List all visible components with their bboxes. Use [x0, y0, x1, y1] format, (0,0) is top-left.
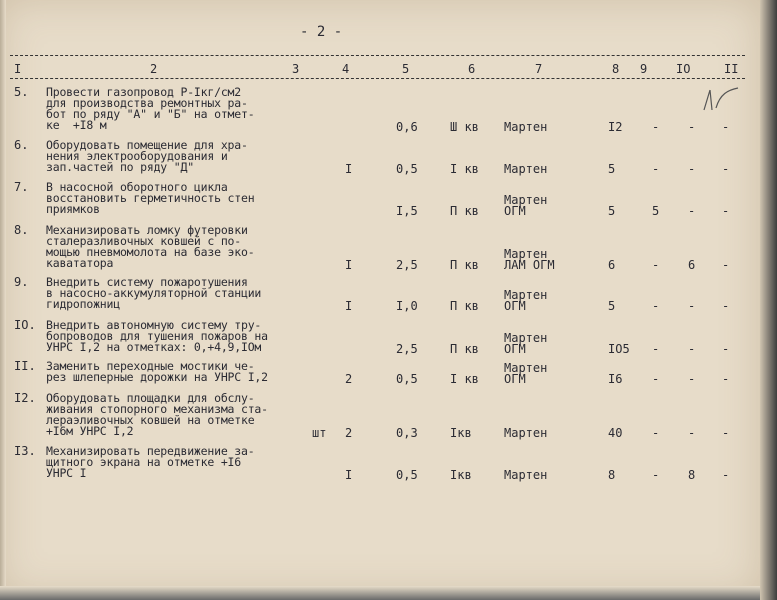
row-description-line: Механизировать передвижение за- — [46, 444, 255, 458]
row-description-line: УНРС I,2 на отметках: 0,+4,9,IOм — [46, 340, 262, 354]
cell-c11: - — [722, 342, 730, 356]
row-description-line: в насосно-аккумуляторной станции — [46, 286, 262, 300]
cell-c11: - — [722, 299, 730, 313]
cell-c6: Ш кв — [450, 120, 479, 134]
row-description-line: для производства ремонтных ра- — [46, 96, 248, 110]
cell-executor: Мартен — [504, 288, 548, 302]
cell-executor: Мартен — [504, 162, 548, 176]
row-description-line: рез шлеперные дорожки на УНРС I,2 — [46, 370, 268, 384]
row-description-line: нения электрооборудования и — [46, 149, 228, 163]
column-header-5: 5 — [402, 62, 410, 76]
cell-c8: 5 — [608, 299, 616, 313]
cell-c9: - — [652, 342, 660, 356]
cell-c11: - — [722, 372, 730, 386]
cell-c9: - — [652, 372, 660, 386]
row-description-line: ке +I8 м — [46, 118, 107, 132]
cell-c10: - — [688, 342, 696, 356]
cell-c10: - — [688, 204, 696, 218]
header-top-rule — [10, 55, 745, 56]
row-description-line: гидропожниц — [46, 297, 120, 311]
page-fold-shadow — [0, 0, 6, 596]
cell-c9: - — [652, 426, 660, 440]
cell-c10: - — [688, 426, 696, 440]
row-number: 7. — [14, 180, 29, 194]
row-description-line: УНРС I — [46, 466, 87, 480]
cell-c10: 8 — [688, 468, 696, 482]
row-description-line: Механизировать ломку футеровки — [46, 223, 248, 237]
row-description-line: Заменить переходные мостики че- — [46, 359, 255, 373]
row-description-line: щитного экрана на отметке +I6 — [46, 455, 241, 469]
cell-c5: 0,6 — [396, 120, 418, 134]
column-header-2: 2 — [150, 62, 158, 76]
cell-c8: 40 — [608, 426, 623, 440]
cell-c10: - — [688, 299, 696, 313]
cell-c6: П кв — [450, 204, 479, 218]
cell-executor: ОГМ — [504, 204, 526, 218]
row-description-line: В насосной оборотного цикла — [46, 180, 228, 194]
column-header-11: II — [724, 62, 739, 76]
cell-c3: шт — [312, 426, 327, 440]
cell-c5: 0,5 — [396, 162, 418, 176]
cell-c5: 0,5 — [396, 372, 418, 386]
row-number: II. — [14, 359, 36, 373]
column-header-3: 3 — [292, 62, 300, 76]
cell-c8: 5 — [608, 162, 616, 176]
row-description-line: сталеразливочных ковшей с по- — [46, 234, 241, 248]
cell-c10: 6 — [688, 258, 696, 272]
cell-c11: - — [722, 426, 730, 440]
cell-c8: IO5 — [608, 342, 630, 356]
row-number: 5. — [14, 85, 29, 99]
cell-c9: - — [652, 258, 660, 272]
cell-c9: 5 — [652, 204, 660, 218]
column-header-6: 6 — [468, 62, 476, 76]
cell-c11: - — [722, 162, 730, 176]
cell-executor: Мартен — [504, 468, 548, 482]
cell-c9: - — [652, 120, 660, 134]
row-description-line: зап.частей по ряду "Д" — [46, 160, 194, 174]
cell-c5: I,5 — [396, 204, 418, 218]
page-bottom-edge — [0, 586, 760, 600]
cell-c10: - — [688, 120, 696, 134]
cell-c4: I — [345, 258, 353, 272]
cell-c5: 0,5 — [396, 468, 418, 482]
row-description-line: Провести газопровод Р-Iкг/см2 — [46, 85, 241, 99]
row-description-line: +I6м УНРС I,2 — [46, 424, 134, 438]
cell-c8: 6 — [608, 258, 616, 272]
row-description-line: бопроводов для тушения пожаров на — [46, 329, 268, 343]
row-number: IO. — [14, 318, 36, 332]
cell-c5: 2,5 — [396, 258, 418, 272]
cell-executor: Мартен — [504, 247, 548, 261]
row-description-line: живания стопорного механизма ста- — [46, 402, 268, 416]
cell-executor: ОГМ — [504, 372, 526, 386]
cell-c5: 2,5 — [396, 342, 418, 356]
cell-c4: 2 — [345, 426, 353, 440]
cell-executor: Мартен — [504, 331, 548, 345]
row-description-line: восстановить герметичность стен — [46, 191, 255, 205]
cell-c8: 8 — [608, 468, 616, 482]
row-description-line: бот по ряду "А" и "Б" на отмет- — [46, 107, 255, 121]
handwritten-mark — [700, 84, 742, 114]
cell-c9: - — [652, 468, 660, 482]
row-number: I3. — [14, 444, 36, 458]
cell-c4: 2 — [345, 372, 353, 386]
row-description-line: Внедрить систему пожаротушения — [46, 275, 248, 289]
cell-c11: - — [722, 258, 730, 272]
cell-c4: I — [345, 468, 353, 482]
cell-c4: I — [345, 162, 353, 176]
cell-c11: - — [722, 468, 730, 482]
row-description-line: кавататора — [46, 256, 114, 270]
page-number: - 2 - — [300, 24, 343, 40]
row-number: 9. — [14, 275, 29, 289]
row-number: 8. — [14, 223, 29, 237]
cell-executor: Мартен — [504, 120, 548, 134]
cell-c8: I6 — [608, 372, 623, 386]
cell-c6: П кв — [450, 299, 479, 313]
cell-c9: - — [652, 162, 660, 176]
row-description-line: Оборудовать площадки для обслу- — [46, 391, 255, 405]
cell-c11: - — [722, 120, 730, 134]
cell-c5: 0,3 — [396, 426, 418, 440]
row-description-line: лераэливочных ковшей на отметке — [46, 413, 255, 427]
row-description-line: мощью пневмомолота на базе эко- — [46, 245, 255, 259]
cell-executor: Мартен — [504, 193, 548, 207]
cell-c9: - — [652, 299, 660, 313]
row-description-line: Внедрить автономную систему тру- — [46, 318, 262, 332]
row-description-line: приямков — [46, 202, 100, 216]
cell-executor: Мартен — [504, 361, 548, 375]
row-description-line: Оборудовать помещение для хра- — [46, 138, 248, 152]
cell-c6: Iкв — [450, 426, 472, 440]
cell-c6: I кв — [450, 372, 479, 386]
cell-executor: ОГМ — [504, 299, 526, 313]
cell-c4: I — [345, 299, 353, 313]
header-bottom-rule — [10, 78, 745, 79]
cell-c6: П кв — [450, 258, 479, 272]
column-header-7: 7 — [535, 62, 543, 76]
cell-c6: Iкв — [450, 468, 472, 482]
cell-executor: ОГМ — [504, 342, 526, 356]
row-number: I2. — [14, 391, 36, 405]
column-header-8: 8 — [612, 62, 620, 76]
cell-c6: П кв — [450, 342, 479, 356]
cell-c8: 5 — [608, 204, 616, 218]
cell-executor: ЛАМ ОГМ — [504, 258, 555, 272]
column-header-4: 4 — [342, 62, 350, 76]
column-header-1: I — [14, 62, 22, 76]
cell-c10: - — [688, 162, 696, 176]
cell-c5: I,0 — [396, 299, 418, 313]
column-header-10: IO — [676, 62, 691, 76]
cell-c8: I2 — [608, 120, 623, 134]
row-number: 6. — [14, 138, 29, 152]
column-header-9: 9 — [640, 62, 648, 76]
cell-c11: - — [722, 204, 730, 218]
page-edge — [760, 0, 777, 600]
cell-executor: Мартен — [504, 426, 548, 440]
cell-c10: - — [688, 372, 696, 386]
cell-c6: I кв — [450, 162, 479, 176]
